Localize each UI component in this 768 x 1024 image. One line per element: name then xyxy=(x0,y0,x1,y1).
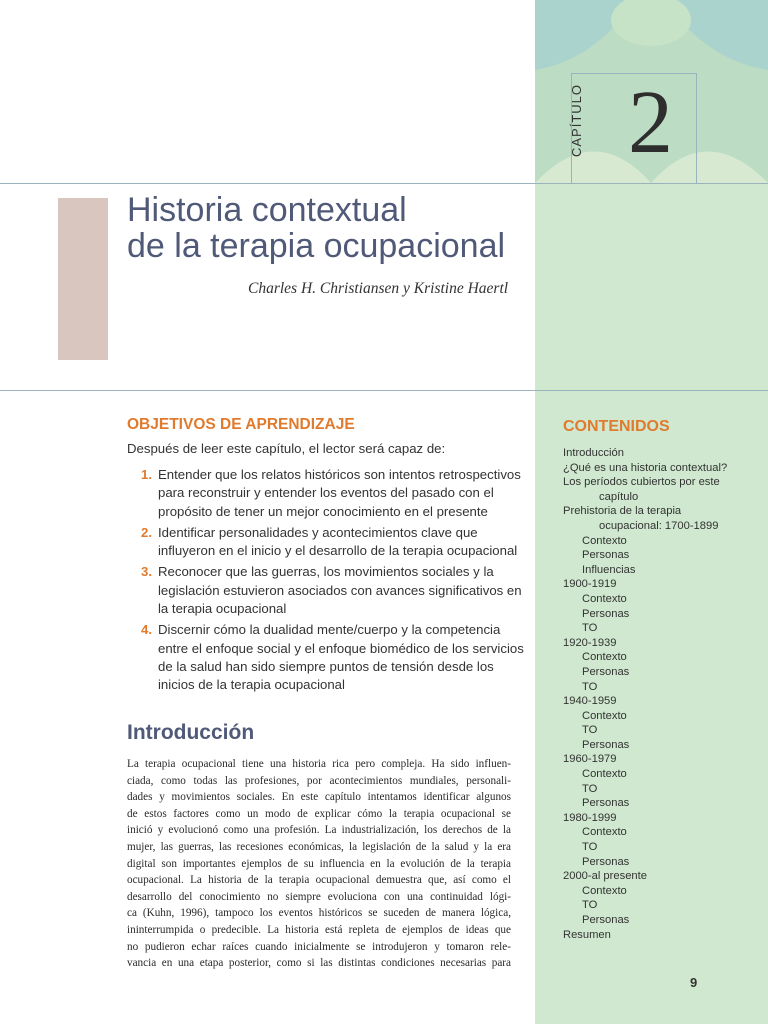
contents-item: Contexto xyxy=(582,534,627,547)
contents-item: TO xyxy=(582,782,598,795)
contents-item: 1920-1939 xyxy=(563,636,617,649)
contents-item: Contexto xyxy=(582,768,627,781)
contents-item: Personas xyxy=(582,914,630,926)
contents-item: Prehistoria de la terapia xyxy=(563,505,682,518)
objectives-heading: OBJETIVOS DE APRENDIZAJE xyxy=(127,416,355,433)
objective-item xyxy=(127,563,527,618)
introduction-line: mujer, las guerras, las recesiones económicas, la legislación de la salud y la era xyxy=(127,840,511,853)
objective-number: 1. xyxy=(141,467,152,482)
contents-heading: CONTENIDOS xyxy=(563,418,670,435)
contents-item: Personas xyxy=(582,855,630,868)
title-line-1: Historia contextual xyxy=(127,191,407,229)
title-divider xyxy=(0,390,768,391)
contents-item: TO xyxy=(582,899,598,912)
contents-item: Contexto xyxy=(582,884,627,897)
contents-list xyxy=(563,446,763,942)
authors: Charles H. Christiansen y Kristine Haertl xyxy=(248,280,509,297)
introduction-line: La terapia ocupacional tiene una historia rica pero compleja. Ha sido influen- xyxy=(127,758,511,770)
contents-item: Contexto xyxy=(582,826,627,839)
introduction-line: dades y movimientos sociales. En este capítulo intentamos identificar algunos xyxy=(127,791,511,804)
contents-item: TO xyxy=(582,680,598,693)
introduction-line: digital son importantes ejemplos de su influencia en la evolución de la terapia xyxy=(127,857,511,870)
contents-item: ¿Qué es una historia contextual? xyxy=(563,461,728,474)
introduction-line: no pudieron echar raíces cuando inicialmente se introdujeron y tomaron rele- xyxy=(127,940,511,953)
contents-item: 1980-1999 xyxy=(563,811,617,824)
contents-item: Influencias xyxy=(582,563,636,576)
objectives-intro: Después de leer este capítulo, el lector será capaz de: xyxy=(127,441,446,456)
contents-item: Los períodos cubiertos por este xyxy=(563,476,720,489)
objective-number: 3. xyxy=(141,564,152,580)
contents-item: Contexto xyxy=(582,651,627,664)
contents-item: Personas xyxy=(582,549,630,562)
objective-text: Identificar personalidades y acontecimientos clave que influyeron en el inicio y el desarrollo de la terapia ocupacional xyxy=(158,524,518,559)
objective-item xyxy=(127,466,527,521)
introduction-line: ciada, como todas las profesiones, por acontecimientos mundiales, personali- xyxy=(127,774,511,787)
introduction-line: inició y evolucionó como una profesión. La industrialización, los derechos de la xyxy=(127,824,511,837)
objective-text: Discernir cómo la dualidad mente/cuerpo y la competencia entre el enfoque social y el enfoque biomédico de los servicios de la salud han sido siempre puntos de tensión desde los inicios de la terapia ocupacional xyxy=(158,622,524,693)
introduction-line: ininterrumpida o predecible. La historia está repleta de ejemplos de ideas que xyxy=(127,923,511,936)
chapter-label: CAPÍTULO xyxy=(569,83,584,157)
contents-item: Contexto xyxy=(582,592,627,605)
contents-item: 2000-al presente xyxy=(563,870,647,883)
contents-item: Personas xyxy=(582,738,630,751)
introduction-line: ocupacional. La historia de la terapia ocupacional demuestra que, así como el xyxy=(127,874,511,887)
contents-item: Resumen xyxy=(563,928,611,941)
objective-number: 4. xyxy=(141,622,152,638)
contents-item: Contexto xyxy=(582,709,627,722)
contents-item: 1960-1979 xyxy=(563,753,617,766)
contents-item: Introducción xyxy=(563,447,624,459)
page-number: 9 xyxy=(690,975,698,990)
contents-item: Personas xyxy=(582,607,630,620)
contents-item: Personas xyxy=(582,665,630,678)
contents-item: ocupacional: 1700-1899 xyxy=(599,519,719,532)
contents-item: TO xyxy=(582,841,598,854)
introduction-line: ca (Kuhn, 1996), tampoco los eventos históricos se suceden de manera lógica, xyxy=(127,907,511,920)
header-divider xyxy=(0,183,768,184)
title-line-2: de la terapia ocupacional xyxy=(127,227,506,265)
objectives-list xyxy=(127,466,527,698)
title-accent-bar xyxy=(58,198,108,360)
contents-item: capítulo xyxy=(599,490,639,503)
contents-item: Personas xyxy=(582,797,630,810)
objective-text: Reconocer que las guerras, los movimientos sociales y la legislación estuvieron asociados con avances significativos en la terapia ocupacional xyxy=(158,564,522,617)
introduction-heading: Introducción xyxy=(127,721,255,744)
chapter-number: 2 xyxy=(628,73,673,172)
contents-item: TO xyxy=(582,622,598,635)
objective-item xyxy=(127,621,527,694)
introduction-line: de estos factores como un modo de explicar cómo la terapia ocupacional se xyxy=(127,807,511,820)
introduction-line: desarrollo del conocimiento no siempre evoluciona con una continuidad lógi- xyxy=(127,890,511,903)
objective-item xyxy=(127,524,527,561)
objective-number: 2. xyxy=(141,524,152,540)
contents-item: 1940-1959 xyxy=(563,695,617,708)
introduction-body xyxy=(127,756,511,972)
objective-text: Entender que los relatos históricos son intentos retrospectivos para reconstruir y entender los eventos del pasado con el propósito de tener un mejor conocimiento en el presente xyxy=(158,467,521,519)
contents-item: 1900-1919 xyxy=(563,578,617,591)
chapter-title xyxy=(127,192,527,264)
contents-item: TO xyxy=(582,724,598,737)
introduction-line: vancia en una etapa posterior, como si las distintas condiciones necesarias para xyxy=(127,957,511,970)
